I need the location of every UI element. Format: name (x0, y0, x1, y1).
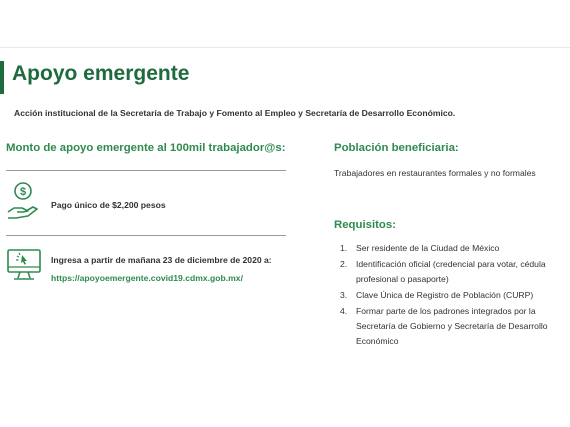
requisitos-heading: Requisitos: (334, 219, 397, 231)
list-item (334, 304, 570, 349)
svg-text:$: $ (19, 186, 27, 198)
list-item (334, 241, 570, 256)
list-item-number: 3. (340, 290, 348, 300)
computer-monitor-icon (5, 247, 43, 283)
register-text: Ingresa a partir de mañana 23 de diciembre de 2020 a: (51, 255, 272, 265)
list-item (334, 257, 570, 287)
requisitos-list (334, 241, 570, 350)
payment-text: Pago único de $2,200 pesos (51, 200, 166, 210)
page-title: Apoyo emergente (12, 62, 190, 85)
money-hand-icon (6, 180, 40, 222)
title-accent-bar (0, 61, 4, 94)
payment-divider (6, 235, 286, 236)
list-item-text: Formar parte de los padrones integrados por la Secretaría de Gobierno y Secretaría de Desarrollo Económico (356, 306, 548, 346)
list-item (334, 288, 570, 303)
monto-heading: Monto de apoyo emergente al 100mil trabajador@s: (6, 142, 286, 154)
poblacion-text: Trabajadores en restaurantes formales y no formales (334, 168, 536, 178)
apoyo-emergente-link[interactable]: https://apoyoemergente.covid19.cdmx.gob.mx/ (51, 273, 243, 283)
poblacion-heading: Población beneficiaria: (334, 142, 459, 154)
monto-divider (6, 170, 286, 171)
top-divider (0, 47, 570, 48)
list-item-text: Ser residente de la Ciudad de México (356, 243, 500, 253)
list-item-number: 4. (340, 306, 348, 316)
page-subtitle: Acción institucional de la Secretaría de Trabajo y Fomento al Empleo y Secretaría de Desarrollo Económico. (14, 108, 456, 118)
list-item-text: Clave Única de Registro de Población (CURP) (356, 290, 534, 300)
list-item-number: 2. (340, 259, 348, 269)
list-item-number: 1. (340, 243, 348, 253)
list-item-text: Identificación oficial (credencial para votar, cédula profesional o pasaporte) (356, 259, 546, 284)
